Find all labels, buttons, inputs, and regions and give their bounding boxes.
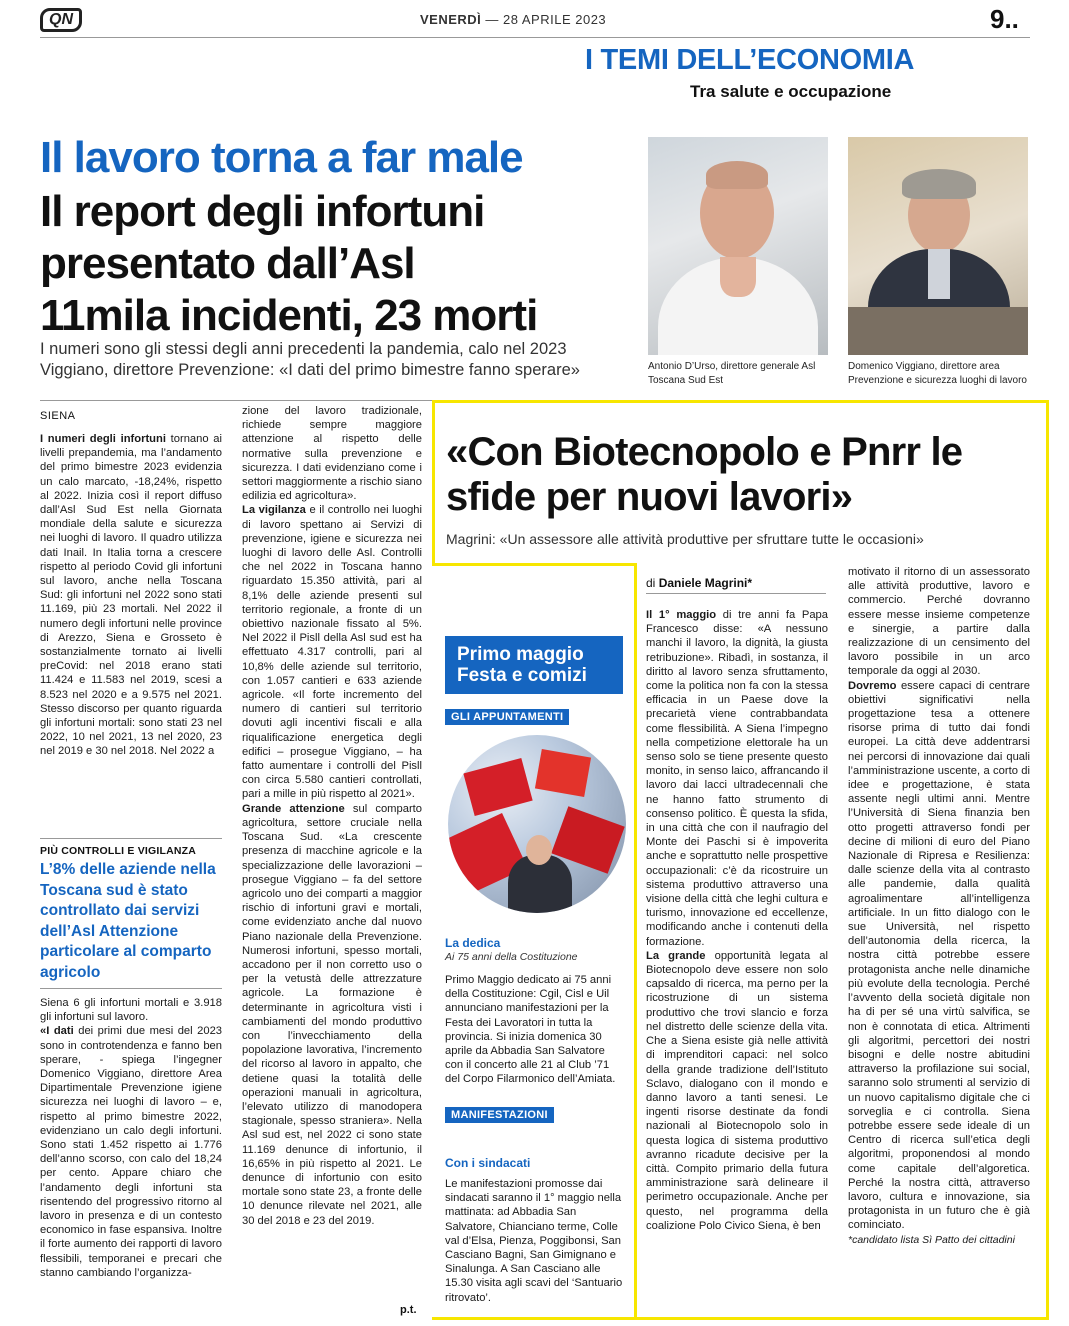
summary-line-1: I numeri sono gli stessi degli anni precedenti la pandemia, calo nel 2023	[40, 340, 567, 358]
photo-durso	[648, 137, 828, 355]
column-2-text-3: sul comparto agricoltura, settore cruciale nella Toscana Sud. «La crescente presenza di macchine agricole e la specializzazione delle lavorazioni – prosegue Viggiano – fa del settore agricolo uno dei comparti a maggior rischio di infortuni gravi e mortali, come evidenziato anche dal nuovo Piano nazionale della Prevenzione. Numerosi infortuni, spesso mortali, accadono per il non corretto uso o per la vetustà delle attrezzature agricole. La formazione è determinante in agricoltura visti i cambiamenti del mondo produttivo con l’invecchiamento della popolazione lavorativa, l’incremento del ricorso al lavoro in appalto, che detiene quasi la totalità delle operazioni manuali in agricoltura, l’elevato utilizzo di manodopera stagionale, spesso straniera». Nella Asl sud est, nel 2022 ci sono state 11.169 denunce di infortunio, il 16,65% in più rispetto al 2021. Le denunce di infortunio con esito mortale sono state 23, a fronte delle 10 denunce rilevate nel 2021, alle 30 del 2018 e 23 del 2019.	[242, 802, 422, 1227]
interview-lead-3: Dovremo	[848, 679, 897, 692]
column-1b-text-1: Siena 6 gli infortuni mortali e 3.918 gli infortuni sul lavoro.	[40, 997, 222, 1024]
byline-author: Daniele Magrini*	[658, 576, 753, 590]
page-number: 9..	[990, 4, 1019, 34]
interview-column-1	[646, 608, 828, 1233]
issue-date	[420, 12, 606, 27]
headline-line-3: 11mila incidenti, 23 morti	[40, 291, 538, 340]
headline-line-2: presentato dall’Asl	[40, 239, 415, 288]
column-2-lead-2: Grande attenzione	[242, 802, 345, 815]
article-summary	[40, 339, 630, 381]
interview-lead-1: Il 1° maggio	[646, 609, 717, 621]
summary-line-2: Viggiano, direttore Prevenzione: «I dati del primo bimestre fanno sperare»	[40, 361, 580, 379]
column-1-lead: I numeri degli infortuni	[40, 433, 166, 445]
photo-caption-durso: Antonio D’Urso, direttore generale Asl Toscana Sud Est	[648, 361, 816, 386]
photo-caption-viggiano: Domenico Viggiano, direttore area Prevenzione e sicurezza luoghi di lavoro	[848, 361, 1027, 386]
interview-headline: «Con Biotecnopolo e Pnrr le sfide per nuovi lavori»	[446, 430, 963, 519]
byline-rule	[646, 593, 826, 594]
sindacati-heading: Con i sindacati	[445, 1156, 531, 1170]
interview-lead-2: La grande	[646, 949, 706, 962]
author-initials: p.t.	[400, 1304, 417, 1316]
article-column-1-continued	[40, 996, 222, 1280]
interview-text-2: opportunità legata al Biotecnopolo deve essere non solo capsaldo di ricerca, ma perno per la ricostruzione di un sistema produttivo che trovi slancio e forza nel distretto delle scienze della vita. Che a Siena esiste già nelle attività di imprenditori capaci: nel solco della grande tradizione dell’Istituto Sclavo, dialogano con il mondo e danno lavoro a tanti senesi. Le ingenti risorse destinate da fondi nazionali al Biotecnopolo solo in questa logica di sistema produttivo avranno ricadute decisive per la città. Compito primario della futura amministrazione sarà delineare il perimetro occupazionale. Anche per questo, nel programma della coalizione Polo Civico Siena, è ben	[646, 949, 829, 1232]
column-2-text-1: zione del lavoro tradizionale, richiede sempre maggiore attenzione al rispetto delle normative sulla prevenzione e sicurezza. I dati evidenziano come i settori maggiormente a rischio siano edilizia ed agricoltura».	[242, 405, 422, 503]
highlight-frame-left-bottom	[634, 563, 637, 1320]
byline	[646, 576, 752, 590]
sidebar-box-title: Primo maggio Festa e comizi	[445, 636, 623, 694]
article-column-1	[40, 432, 222, 759]
headline-line-1: Il report degli infortuni	[40, 187, 485, 236]
column-1b-lead: «I dati	[40, 1025, 74, 1038]
article-headline	[40, 186, 640, 342]
rally-photo	[448, 735, 626, 913]
box-bottom-rule	[40, 988, 222, 989]
dedica-heading: La dedica	[445, 936, 501, 950]
newspaper-logo: QN	[40, 8, 82, 32]
photo-viggiano	[848, 137, 1028, 355]
highlight-frame-left-top	[432, 400, 435, 565]
header-divider	[40, 37, 1030, 38]
interview-text-1: di tre anni fa Papa Francesco disse: «A nessuno manchi il lavoro, la dignità, la giusta retribuzione». Ribadì, in sostanza, il diritto al lavoro senza sfruttamento, come la politica non fa con la stessa efficacia in un Paese dove la precarietà viene contrabbandata come flessibilità. A Siena l’impegno nella competizione elettorale ha un senso solo se tiene presente questo monito, in senso laico, affrancando il lavoro dai lacci ultradecennali che ne hanno fatto strumento di consenso politico. È questa la sfida, in una città che con il naufragio del Monte dei Paschi si è impoverita anche e soprattutto nelle prospettive occupazionali: c’è da ricostruire un sistema produttivo attraverso una visione della città che leghi cultura e turismo, innovazione ed eccellenze, modificando anche i contenuti della formazione.	[646, 609, 828, 948]
tag-appuntamenti: GLI APPUNTAMENTI	[445, 709, 569, 725]
tag-manifestazioni: MANIFESTAZIONI	[445, 1107, 554, 1123]
article-column-2	[242, 404, 422, 1228]
box-top-rule	[40, 838, 222, 839]
interview-text-3: motivato il ritorno di un assessorato alle attività produttive, lavoro e commercio. Perché dovranno essere messe insieme competenze e sinergie, a partire dalla realizzazione di un censimento del lavoro possibile in un arco temporale da oggi al 2030.	[848, 566, 1030, 678]
dedica-text: Primo Maggio dedicato ai 75 anni della Costituzione: Cgil, Cisl e Uil annunciano manifestazioni per la Festa dei Lavoratori in tutta la provincia. Si inizia domenica 30 aprile da Abbadia San Salvatore con il concerto alle 21 al Club ’71 del Corpo Filarmonico dell’Amiata.	[445, 974, 616, 1086]
dedica-subheading: Ai 75 anni della Costituzione	[445, 951, 578, 963]
interview-column-2	[848, 565, 1030, 1247]
section-subtitle: Tra salute e occupazione	[690, 82, 892, 101]
byline-prefix: di	[646, 576, 656, 590]
interview-text-4: essere capaci di centrare obiettivi significativi nella progettazione tesa a ottenere risorse prima di tutto dai fondi europei. La città deve addentrarsi nei percorsi di innovazione dai quali l’amministrazione uscente, a corto di idee e progettazione, è stata assente negli ultimi anni. Mentre l’Università di Siena finanzia ben otto progetti attraverso fondi per decine di milioni di euro del Piano Nazionale di Ripresa e Resilienza: dalle scienze della vita al contrasto alle pandemie, dalla qualità agroalimentare all’intelligenza artificiale. In un fitto dialogo con le sue Università, nel rispetto dell’autonomia della ricerca, la nostra città potrebbe essere protagonista anche nelle dinamiche più evolute della tecnologia. Perché l’avvento della società digitale non ha di per sé una virtù salvifica, se non è connotata di etica. Altrimenti gli algoritmi, percettori dei nostri bisogni e delle nostre abitudini attraverso la profilazione sui social, saranno solo strumenti al servizio di un nuovo capitalismo digitale che ci sorveglia e ci controlla. Siena potrebbe essere sede ideale di un Centro di ricerca sull’etica degli algoritmi, proponendosi al mondo come capitale dell’algoretica. Perché la nostra città, attraverso lavoro, cultura e innovazione, sia protagonista in un futuro che è già cominciato.	[848, 679, 1030, 1232]
sindacati-text: Le manifestazioni promosse dai sindacati saranno il 1° maggio nella mattinata: ad Abbadia San Salvatore, Chianciano terme, Colle val d’Elsa, Pienza, Poggibonsi, San Casciano Bagni, San Gimignano e Sinalunga. A San Casciano alle 15.30 visita agli scavi del ‘Santuario ritrovato’.	[445, 1178, 623, 1304]
dateline-city: SIENA	[40, 410, 76, 422]
column-2-text-2: e il controllo nei luoghi di lavoro spettano ai Servizi di prevenzione, igiene e sicurezza nei luoghi di lavoro delle Asl. Controlli che nel 2022 in Toscana hanno riguardato 15.350 attività, pari al 8,1% delle aziende presenti sul territorio regionale, a fronte di un obiettivo nazionale fissato al 5%. Nel 2022 il Pisll della Asl sud est ha effettuato 4.317 controlli, pari al 10,8% delle aziende sul territorio, con 1.057 cantieri e 633 aziende agricole. «Il forte incremento del numero di cantieri sul territorio dovuti agli incentivi fiscali e alla riqualificazione energetica degli edifici – prosegue Viggiano, – ha fatto aumentare i controlli del Pisll con circa 5.580 cantieri controllati, pari a mille in più rispetto al 2021».	[242, 504, 423, 801]
section-title: I TEMI DELL’ECONOMIA	[585, 44, 915, 76]
box-title: L’8% delle aziende nella Toscana sud è stato controllato dai servizi dell’Asl Attenzione particolare al comparto agricolo	[40, 861, 216, 981]
highlight-frame-step	[432, 563, 637, 566]
issue-day: — 28 APRILE 2023	[485, 12, 607, 27]
article-divider	[40, 400, 435, 401]
issue-weekday: VENERDÌ	[420, 12, 482, 27]
column-1b-text-2: dei primi due mesi del 2023 sono in controtendenza e fanno ben sperare, - spiega l’ingegner Domenico Viggiano, direttore Area Dipartimentale Prevenzione igiene sicurezza nei luoghi di lavoro – e, rispetto al primo bimestre 2022, evidenziano un calo degli infortuni. Sono stati 1.452 rispetto ai 1.776 dell’anno scorso, con calo del 18,24 per cento. Appare chiaro che l’andamento degli infortuni sta risentendo del progressivo ritorno al lavoro in presenza e di un contesto economico in fase espansiva. Inoltre il forte aumento dei rapporti di lavoro flessibili, temporanei e precari che stanno cambiando l’organizza-	[40, 1025, 223, 1279]
column-1-text: tornano ai livelli prepandemia, ma l’andamento del primo bimestre 2023 evidenzia un calo marcato, -18,24%, rispetto al 2022. Inizia così il report diffuso dall’Asl Sud Est nella Giornata mondiale della salute e sicurezza nei luoghi di lavoro. Il quadro utilizza dati Inail. In Italia torna a crescere rispetto al periodo Covid gli infortuni sul lavoro, anche nella Toscana Sud: gli infortuni nel 2022 sono stati 11.169, più 23 mortali. Nel 2022 il numero degli infortuni nelle province di Arezzo, Siena e Grosseto è sostanzialmente tornato ai livelli preCovid: nel 2018 erano stati 11.424 e 11.583 nel 2019, scesi a 8.523 nel 2020 e a 9.575 nel 2021. Stesso discorso per quanto riguarda gli infortuni mortali: sono stati 23 nel 2022, 10 nel 2021, 13 nel 2020, 23 nel 2019 e 30 nel 2018. Nel 2022 a	[40, 433, 222, 758]
interview-summary: Magrini: «Un assessore alle attività produttive per sfruttare tutte le occasioni»	[446, 531, 924, 547]
box-label: PIÙ CONTROLLI E VIGILANZA	[40, 845, 197, 857]
author-footnote: *candidato lista Sì Patto dei cittadini	[848, 1233, 1015, 1246]
article-kicker: Il lavoro torna a far male	[40, 133, 523, 182]
column-2-lead-1: La vigilanza	[242, 504, 306, 517]
